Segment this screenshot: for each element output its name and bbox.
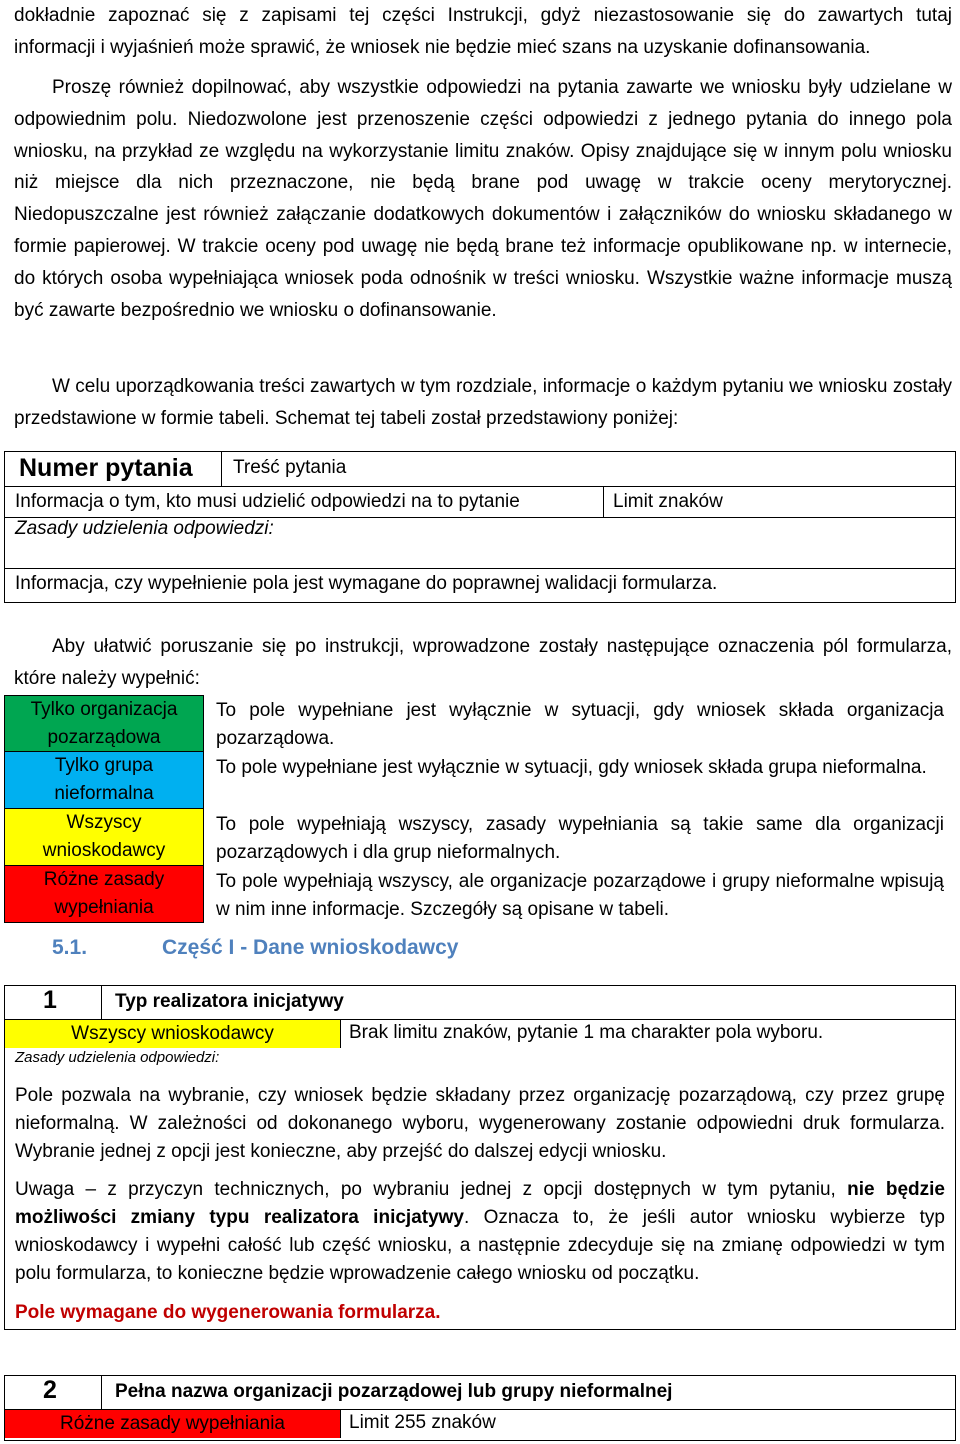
question-1-header (5, 986, 955, 1020)
legend-desc: To pole wypełniane jest wyłącznie w sytuacji, gdy wniosek składa grupa nieformalna. (216, 757, 927, 778)
question-title: Pełna nazwa organizacji pozarządowej lub grupy nieformalnej (115, 1381, 673, 1402)
legend-desc: To pole wypełniają wszyscy, ale organizacje pozarządowe i grupy nieformalne wpisują w nim inne informacje. Szczegóły są opisane w tabeli. (216, 871, 944, 920)
intro-line-1: dokładnie zapoznać się z zapisami tej części Instrukcji, gdyż niezastosowanie się do zawartych tutaj (14, 5, 952, 26)
intro-line-2: informacji i wyjaśnień może sprawić, że wniosek nie będzie mieć szans na uzyskanie dofinansowania. (14, 36, 871, 58)
legend-desc: To pole wypełniane jest wyłącznie w sytuacji, gdy wniosek składa organizacja pozarządowa. (216, 700, 944, 749)
legend-table (4, 695, 956, 923)
legend-row (4, 866, 956, 923)
warning-text-c: . Oznacza to, że jeśli autor wniosku wybierze typ wnioskodawcy i wypełni całość lub część wniosku, a następnie zdecyduje się na zmianę odpowiedzi w tym polu formularza, to konieczne będzie wprowadzenie całego wniosku od początku. (15, 1207, 945, 1284)
legend-intro-text: Aby ułatwić poruszanie się po instrukcji, wprowadzone zostały następujące oznaczenia pól formularza, które należy wypełnić: (14, 636, 952, 689)
intro-paragraph-2 (14, 72, 952, 326)
question-1-meta (5, 1020, 955, 1048)
question-rules-label: Zasady udzielenia odpowiedzi: (15, 1049, 220, 1066)
schema-rules-row (5, 518, 955, 568)
schema-table (4, 451, 956, 603)
legend-intro (14, 631, 952, 695)
section-number: 5.1. (52, 936, 88, 959)
question-1-paragraph-2 (15, 1176, 945, 1288)
question-limit: Brak limitu znaków, pytanie 1 ma charakter pola wyboru. (349, 1022, 824, 1043)
question-who-badge: Różne zasady wypełniania (5, 1410, 341, 1438)
schema-fill-row (5, 568, 955, 602)
legend-label-different: Różne zasady wypełniania (4, 866, 204, 923)
legend-label-all: Wszyscy wnioskodawcy (4, 809, 204, 866)
warning-text-a: Uwaga – z przyczyn technicznych, po wybraniu jednej z opcji dostępnych w tym pytaniu, (15, 1179, 848, 1200)
question-divider (101, 986, 102, 1019)
schema-rules-label: Zasady udzielenia odpowiedzi: (15, 518, 274, 539)
intro-paragraph-3-text: W celu uporządkowania treści zawartych w tym rozdziale, informacje o każdym pytaniu we wniosku zostały przedstawione w formie tabeli. Schemat tej tabeli został przedstawiony poniżej: (14, 376, 952, 429)
intro-paragraph-3 (14, 371, 952, 435)
question-2-header (5, 1376, 955, 1410)
question-2-box (4, 1375, 956, 1441)
legend-row (4, 809, 956, 866)
question-number: 2 (43, 1376, 57, 1404)
question-divider (101, 1376, 102, 1409)
legend-row (4, 752, 956, 809)
schema-info-row (5, 487, 955, 518)
schema-info-label: Informacja o tym, kto musi udzielić odpowiedzi na to pytanie (15, 491, 520, 512)
schema-content-label: Treść pytania (233, 457, 347, 478)
schema-limit-label: Limit znaków (613, 491, 723, 512)
schema-number-label: Numer pytania (19, 454, 193, 482)
legend-desc: To pole wypełniają wszyscy, zasady wypełniania są takie same dla organizacji pozarządowych i dla grup nieformalnych. (216, 814, 944, 863)
intro-paragraph-1 (14, 0, 952, 64)
required-note: Pole wymagane do wygenerowania formularza. (15, 1302, 441, 1323)
section-heading (52, 936, 458, 960)
schema-divider (221, 452, 222, 486)
legend-label-group: Tylko grupa nieformalna (4, 752, 204, 809)
warning-text-bold: nie będzie możliwości zmiany typu realizatora inicjatywy (15, 1179, 945, 1228)
legend-label-ngo: Tylko organizacja pozarządowa (4, 695, 204, 752)
question-number: 1 (43, 986, 57, 1014)
question-title: Typ realizatora inicjatywy (115, 991, 344, 1012)
question-1-box (4, 985, 956, 1330)
question-2-meta (5, 1410, 955, 1438)
question-limit: Limit 255 znaków (349, 1412, 496, 1433)
intro-paragraph-2-text: Proszę również dopilnować, aby wszystkie odpowiedzi na pytania zawarte we wniosku były udzielane w odpowiednim polu. Niedozwolone jest przenoszenie części odpowiedzi z jednego pytania do innego pola wniosku, na przykład ze względu na wykorzystanie limitu znaków. Opisy znajdujące się w innym polu wniosku niż miejsce dla nich przeznaczone, nie będą brane pod uwagę w trakcie oceny merytorycznej. Niedopuszczalne jest również załączanie dodatkowych dokumentów i załączników do wniosku składanego w formie papierowej. W trakcie oceny pod uwagę nie będą brane też informacje opublikowane np. w internecie, do których osoba wypełniająca wniosek poda odnośnik w treści wniosku. Wszystkie ważne informacje muszą być zawarte bezpośrednio we wniosku o dofinansowanie. (14, 77, 952, 321)
schema-header-row (5, 452, 955, 487)
question-who-badge: Wszyscy wnioskodawcy (5, 1020, 341, 1048)
question-1-paragraph-1: Pole pozwala na wybranie, czy wniosek będzie składany przez organizację pozarządową, czy przez grupę nieformalną. W zależności od dokonanego wyboru, wygenerowany zostanie odpowiedni druk formularza. Wybranie jednej z opcji jest konieczne, aby przejść do dalszej edycji wniosku. (15, 1085, 945, 1162)
schema-fill-label: Informacja, czy wypełnienie pola jest wymagane do poprawnej walidacji formularza. (15, 573, 718, 594)
section-title: Część I - Dane wnioskodawcy (162, 936, 459, 959)
schema-divider (603, 487, 604, 517)
legend-row (4, 695, 956, 752)
